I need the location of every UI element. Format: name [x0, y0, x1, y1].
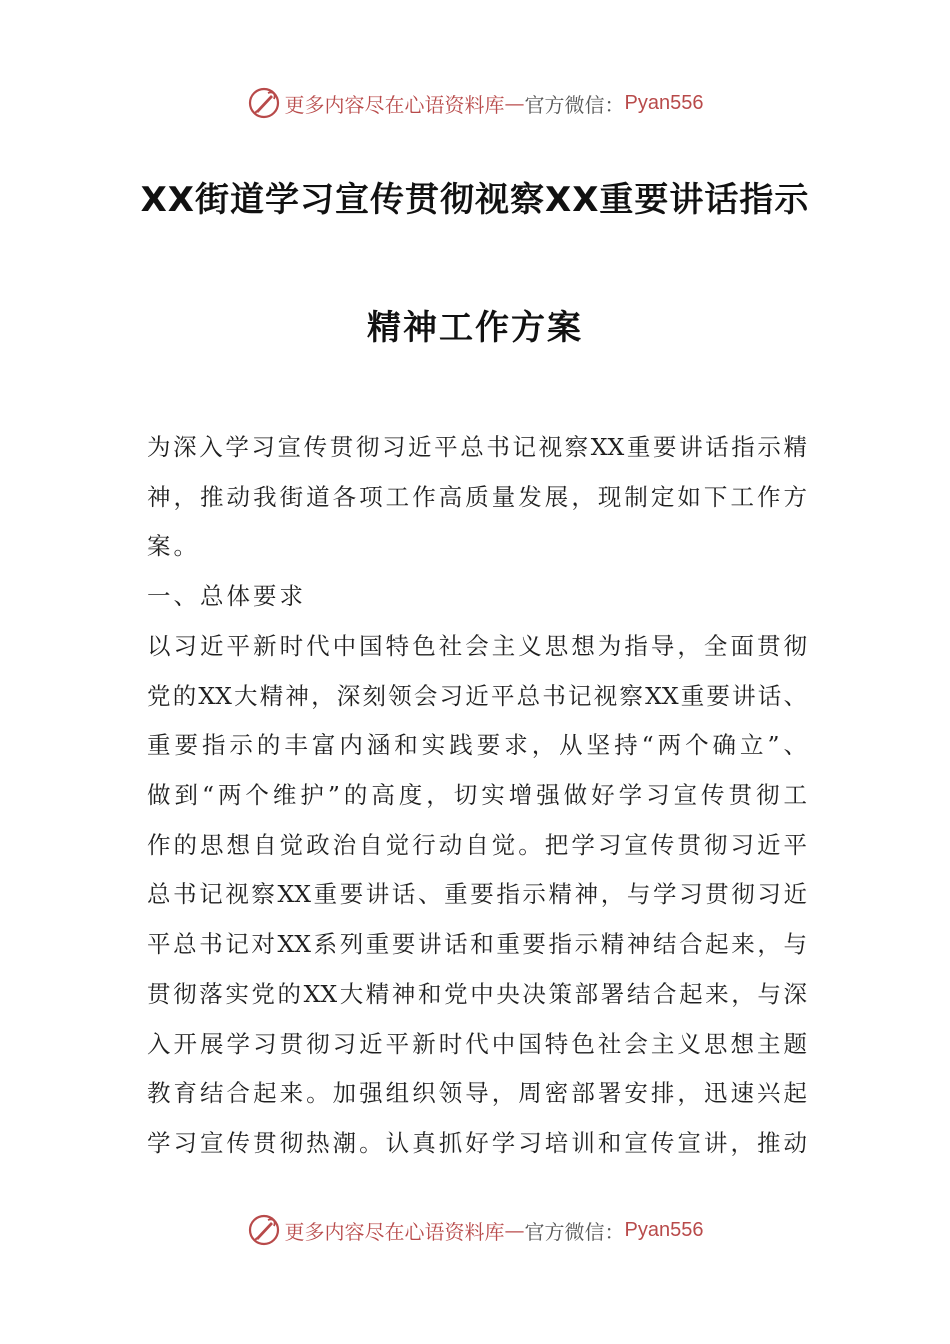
text-line: 平总书记对XX系列重要讲话和重要指示精神结合起来，与 — [147, 930, 807, 959]
text-line: 为深入学习宣传贯彻习近平总书记视察XX重要讲话指示精 — [147, 433, 807, 461]
quill-logo-icon — [247, 86, 281, 120]
watermark-text: 更多内容尽在心语资料库 — [284, 1219, 505, 1244]
watermark-official-label: 官方微信： — [524, 92, 625, 117]
watermark-banner-top — [0, 83, 950, 123]
quill-logo-icon — [247, 1213, 281, 1247]
watermark-separator: — — [504, 1218, 525, 1242]
document-title-line-2: 精神工作方案 — [367, 308, 583, 348]
text-line: 作的思想自觉政治自觉行动自觉。把学习宣传贯彻习近平 — [147, 830, 807, 859]
text-line: 贯彻落实党的XX大精神和党中央决策部署结合起来，与深 — [147, 979, 807, 1008]
text-line: 以习近平新时代中国特色社会主义思想为指导，全面贯彻 — [147, 632, 807, 660]
watermark-text: 更多内容尽在心语资料库 — [284, 92, 505, 117]
text-line: 总书记视察XX重要讲话、重要指示精神，与学习贯彻习近 — [147, 880, 807, 909]
section-heading — [147, 572, 807, 622]
paragraph-requirements — [147, 622, 807, 1169]
text-line: 教育结合起来。加强组织领导，周密部署安排，迅速兴起 — [147, 1079, 807, 1108]
watermark-official-label: 官方微信： — [524, 1219, 625, 1244]
paragraph-intro — [147, 423, 807, 572]
text-line: 入开展学习贯彻习近平新时代中国特色社会主义思想主题 — [147, 1029, 807, 1058]
section-heading-text: 一、总体要求 — [147, 582, 306, 610]
watermark-account: Pyan556 — [624, 91, 704, 114]
watermark-separator: — — [504, 91, 525, 115]
text-line: 党的XX大精神，深刻领会习近平总书记视察XX重要讲话、 — [147, 681, 807, 710]
watermark-account: Pyan556 — [624, 1218, 704, 1241]
text-line: 学习宣传贯彻热潮。认真抓好学习培训和宣传宣讲，推动 — [147, 1128, 807, 1157]
text-line: 做到“两个维护”的高度，切实增强做好学习宣传贯彻工 — [147, 781, 807, 810]
text-line: 案。 — [147, 532, 200, 561]
document-title-line-1: XX街道学习宣传贯彻视察XX重要讲话指示 — [140, 180, 810, 220]
watermark-banner-bottom — [0, 1210, 950, 1250]
text-line: 重要指示的丰富内涵和实践要求，从坚持“两个确立”、 — [147, 731, 807, 760]
text-line: 神，推动我街道各项工作高质量发展，现制定如下工作方 — [147, 482, 807, 511]
